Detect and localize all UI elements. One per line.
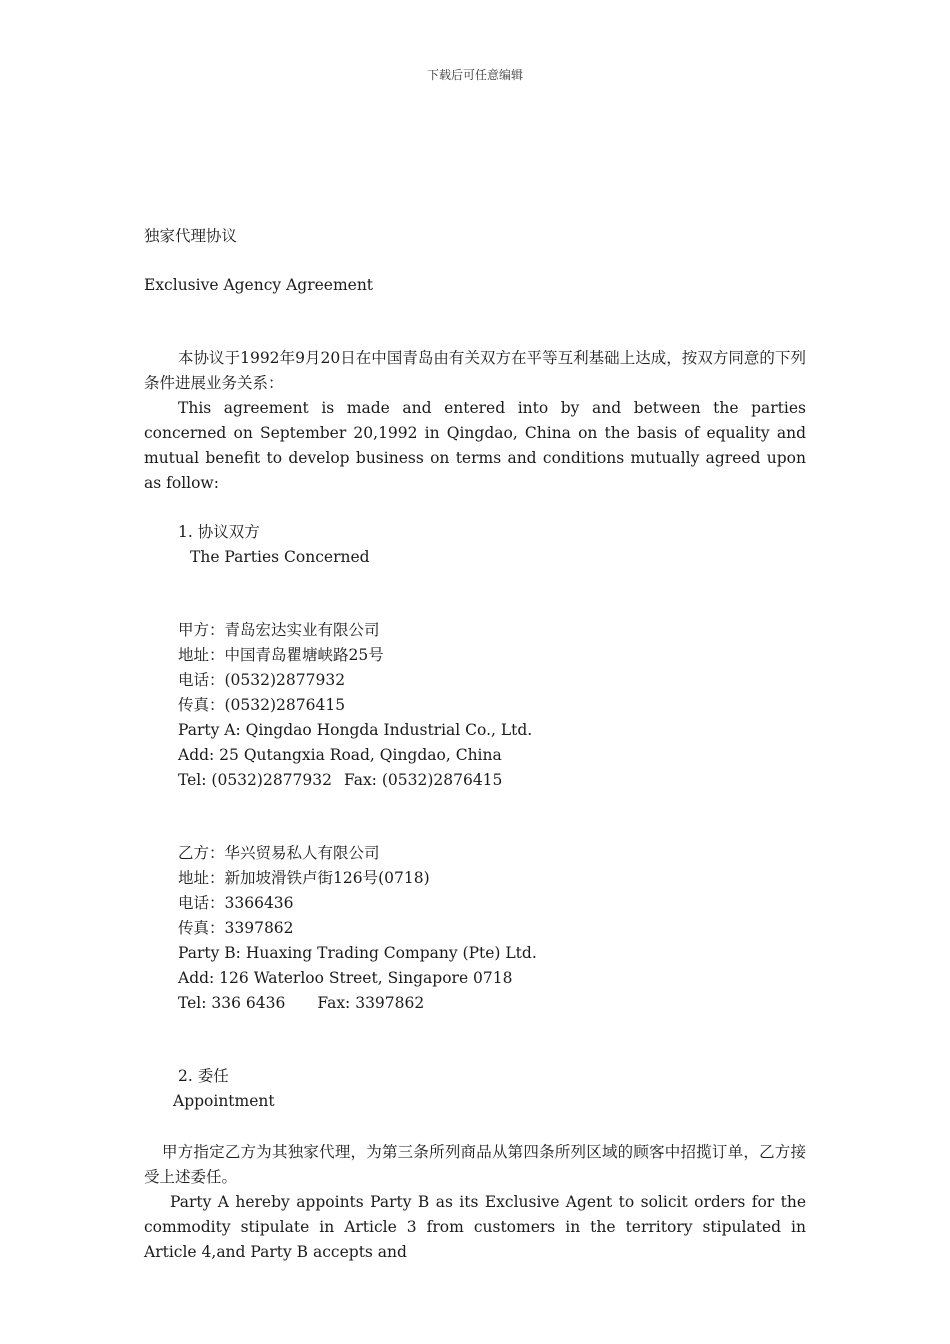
party-b-block <box>144 841 806 1016</box>
party-b-fax-chinese: 传真：3397862 <box>178 919 294 937</box>
title-english: Exclusive Agency Agreement <box>144 276 374 294</box>
party-a-fax-chinese: 传真：(0532)2876415 <box>178 696 346 714</box>
section2-heading-english: Appointment <box>173 1092 275 1110</box>
party-a-address-chinese: 地址：中国青岛瞿塘峡路25号 <box>178 646 384 664</box>
party-a-block <box>144 618 806 793</box>
party-b-tel-english: Tel: 336 6436 <box>178 994 286 1012</box>
title-chinese: 独家代理协议 <box>144 227 238 245</box>
party-b-address-english: Add: 126 Waterloo Street, Singapore 0718 <box>178 969 513 987</box>
section1-heading-chinese: 1. 协议双方 <box>178 523 260 541</box>
party-a-fax-english: Fax: (0532)2876415 <box>344 771 503 789</box>
section1-heading-english: The Parties Concerned <box>190 548 370 566</box>
intro-english: This agreement is made and entered into by and between the parties concerned on September 20,1992 in Qingdao, China on the basis of equality and mutual benefit to develop business on terms and conditions mutually agreed upon as follow: <box>144 399 806 492</box>
document-body <box>144 224 806 1265</box>
section2-heading-chinese: 2. 委任 <box>178 1067 229 1085</box>
page-header-note: 下载后可任意编辑 <box>426 68 523 82</box>
party-a-tel-english: Tel: (0532)2877932 <box>178 771 332 789</box>
party-b-tel-fax-english <box>144 991 806 1016</box>
party-b-address-chinese: 地址：新加坡滑铁卢街126号(0718) <box>178 869 430 887</box>
party-b-tel-chinese: 电话：3366436 <box>178 894 294 912</box>
party-a-tel-fax-english <box>144 768 806 793</box>
section2-body-english: Party A hereby appoints Party B as its Exclusive Agent to solicit orders for the commodity stipulate in Article 3 from customers in the territory stipulated in Article 4,and Party B accepts and <box>144 1193 806 1261</box>
section2-body-chinese: 甲方指定乙方为其独家代理，为第三条所列商品从第四条所列区域的顾客中招揽订单，乙方接受上述委任。 <box>144 1143 806 1186</box>
party-b-name-english: Party B: Huaxing Trading Company (Pte) Ltd. <box>178 944 537 962</box>
party-a-name-chinese: 甲方：青岛宏达实业有限公司 <box>178 621 380 639</box>
party-a-name-english: Party A: Qingdao Hongda Industrial Co., Ltd. <box>178 721 533 739</box>
party-b-fax-english: Fax: 3397862 <box>317 994 425 1012</box>
party-a-address-english: Add: 25 Qutangxia Road, Qingdao, China <box>178 746 502 764</box>
party-a-tel-chinese: 电话：(0532)2877932 <box>178 671 346 689</box>
party-b-name-chinese: 乙方：华兴贸易私人有限公司 <box>178 844 380 862</box>
intro-chinese: 本协议于1992年9月20日在中国青岛由有关双方在平等互利基础上达成，按双方同意的下列条件进展业务关系： <box>144 349 806 392</box>
